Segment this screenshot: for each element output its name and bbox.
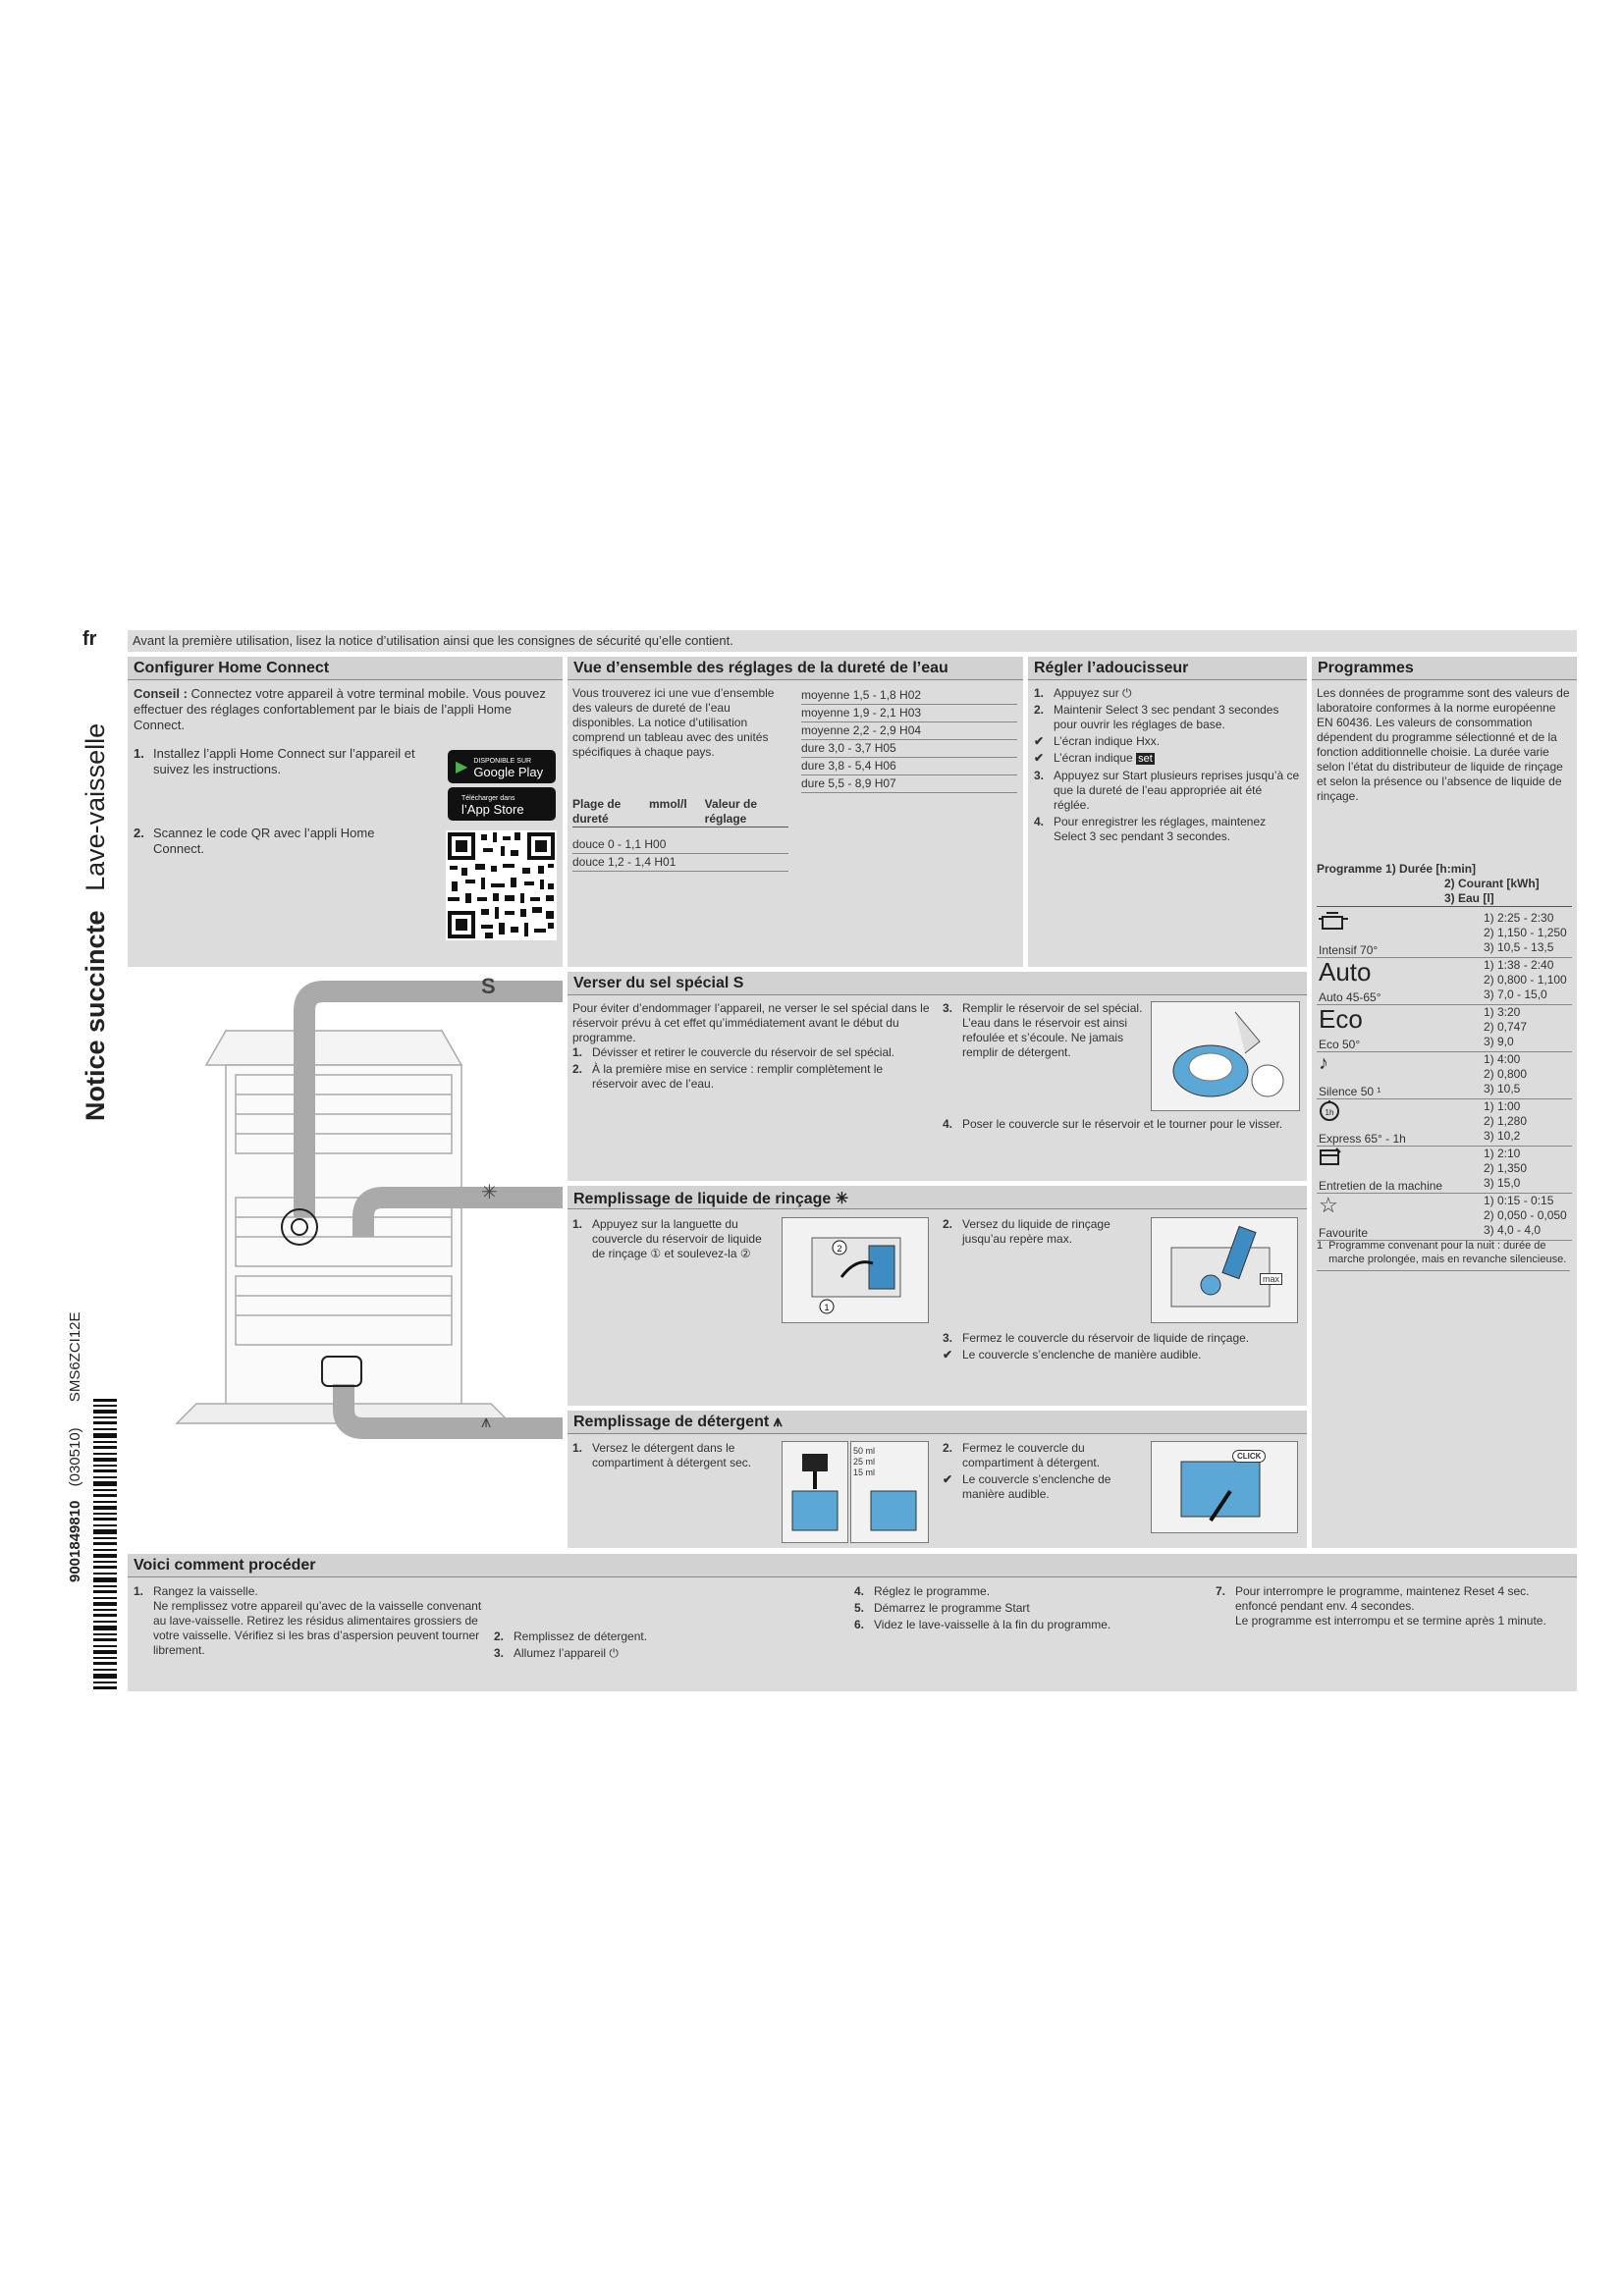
model-number: SMS6ZCI12E bbox=[67, 1311, 83, 1403]
ml-scale bbox=[853, 1446, 875, 1478]
play-icon: ▶ bbox=[456, 759, 468, 775]
energy: 2) 1,280 bbox=[1484, 1114, 1528, 1128]
svg-text:1: 1 bbox=[824, 1303, 830, 1312]
step-text: Appuyez sur bbox=[1054, 686, 1119, 700]
programmes-list bbox=[1317, 911, 1572, 1241]
hardness-table-left bbox=[572, 836, 788, 872]
step-text: Appuyez sur la languette du couvercle du réservoir de liquide de rinçage ① et soulevez-la ② bbox=[592, 1217, 762, 1260]
salt-text: Pour éviter d’endommager l’appareil, ne verser le sel spécial dans le réservoir prévu à cet effet qu’immédiatement avant le début du programme. 1. Dévisser et retirer le couvercle du réservoir de sel spécial. 2. À la première mise en service : remplir complètement le réservoir avec de l’eau. bbox=[572, 1001, 930, 1091]
table-row: dure 5,5 - 8,9 H07 bbox=[801, 775, 1017, 793]
duration: 1) 2:10 bbox=[1484, 1147, 1521, 1160]
hardness-table-right bbox=[801, 687, 1017, 793]
detergent-title bbox=[568, 1411, 1307, 1434]
col-unit: mmol/l bbox=[649, 797, 687, 811]
programme-eco[interactable] bbox=[1317, 1005, 1572, 1052]
google-play-badge[interactable] bbox=[448, 750, 556, 783]
eco-icon: Eco bbox=[1319, 1004, 1363, 1034]
energy: 2) 0,800 - 1,100 bbox=[1484, 973, 1567, 987]
detergent-powder-image bbox=[850, 1441, 929, 1543]
rinse-title bbox=[568, 1186, 1307, 1209]
step-text: Démarrez le programme Start bbox=[874, 1601, 1030, 1615]
home-connect-title: Configurer Home Connect bbox=[128, 657, 563, 680]
col-setting: Valeur de réglage bbox=[704, 797, 758, 826]
step-text: Videz le lave-vaisselle à la fin du programme. bbox=[874, 1618, 1111, 1631]
table-row: moyenne 1,5 - 1,8 H02 bbox=[801, 687, 1017, 705]
table-row: douce 1,2 - 1,4 H01 bbox=[572, 854, 788, 872]
intro-text: Pour éviter d’endommager l’appareil, ne verser le sel spécial dans le réservoir prévu à cet effet qu’immédiatement avant le début du programme. bbox=[572, 1001, 930, 1044]
programmes-footnote bbox=[1317, 1239, 1570, 1271]
step-text: Appuyez sur Start plusieurs reprises jusqu’à ce que la dureté de l’eau appropriée ait été réglée. bbox=[1054, 769, 1300, 812]
step-text: Remplir le réservoir de sel spécial. L’eau dans le réservoir est ainsi refoulée et s’écoule. Ne jamais remplir de détergent. bbox=[962, 1001, 1143, 1059]
water: 3) 9,0 bbox=[1484, 1035, 1514, 1048]
svg-text:1h: 1h bbox=[1325, 1108, 1334, 1117]
express-icon bbox=[1319, 1099, 1340, 1121]
table-row: moyenne 2,2 - 2,9 H04 bbox=[801, 722, 1017, 740]
check-text: L’écran indique Hxx. bbox=[1054, 734, 1161, 748]
badge-top-text: Télécharger dans bbox=[461, 795, 515, 802]
step-text: Installez l’appli Home Connect sur l’appareil et suivez les instructions. bbox=[153, 746, 415, 776]
detergent-step-1: 1. Versez le détergent dans le compartiment à détergent sec. bbox=[572, 1441, 769, 1470]
detergent-close-image bbox=[1151, 1441, 1298, 1533]
how-to-col-4: 7. Pour interrompre le programme, maintenez Reset 4 sec. enfoncé pendant env. 4 secondes. Le programme est interrompu et se termine après 1 minute. bbox=[1216, 1584, 1546, 1628]
rinse-step-3: 3. Fermez le couvercle du réservoir de liquide de rinçage. ✔ Le couvercle s’enclenche de manière audible. bbox=[943, 1331, 1250, 1362]
hardness-title: Vue d’ensemble des réglages de la dureté de l’eau bbox=[568, 657, 1023, 680]
code-number: 9001849810 bbox=[67, 1500, 83, 1582]
footnote-mark: 1 bbox=[1317, 1240, 1324, 1252]
check-text: Le couvercle s’enclenche de manière audible. bbox=[962, 1472, 1111, 1501]
programme-auto[interactable] bbox=[1317, 958, 1572, 1005]
duration: 1) 0:15 - 0:15 bbox=[1484, 1194, 1554, 1207]
step-text: Versez le détergent dans le compartiment à détergent sec. bbox=[592, 1441, 752, 1469]
programme-name: Favourite bbox=[1319, 1226, 1369, 1240]
programmes-text: Les données de programme sont des valeurs de laboratoire conformes à la norme européenne EN 60436. Les valeurs de consommation dépendent du programme sélectionné et de la fonction additionnelle choisie. La durée varie selon l’état du distributeur de liquide de rinçage et selon la présence ou l’absence de liquide de rinçage. bbox=[1317, 686, 1570, 803]
programme-name: Intensif 70° bbox=[1319, 943, 1379, 957]
check-text: L’écran indique bbox=[1054, 751, 1133, 765]
table-row: dure 3,8 - 5,4 H06 bbox=[801, 758, 1017, 775]
title-text: Remplissage de liquide de rinçage bbox=[573, 1191, 832, 1207]
energy: 2) 1,150 - 1,250 bbox=[1484, 926, 1567, 939]
programme-name: Eco 50° bbox=[1319, 1038, 1361, 1051]
salt-title bbox=[568, 972, 1307, 995]
footnote-text: Programme convenant pour la nuit : durée de marche prolongée, mais en revanche silencieuse. bbox=[1328, 1240, 1567, 1265]
title-text: Verser du sel spécial bbox=[573, 975, 730, 991]
step-text: Réglez le programme. bbox=[874, 1584, 991, 1598]
rinse-open-image bbox=[782, 1217, 929, 1323]
step-text: Maintenir Select 3 sec pendant 3 secondes pour ouvrir les réglages de base. bbox=[1054, 703, 1279, 731]
salt-step-3: 3. Remplir le réservoir de sel spécial. L’eau dans le réservoir est ainsi refoulée et s’écoule. Ne jamais remplir de détergent. bbox=[943, 1001, 1143, 1059]
water: 3) 4,0 - 4,0 bbox=[1484, 1223, 1542, 1237]
rinse-step-1: 1. Appuyez sur la languette du couvercle du réservoir de liquide de rinçage ① et soulevez-la ② bbox=[572, 1217, 769, 1261]
intro-text: Avant la première utilisation, lisez la notice d’utilisation ainsi que les consignes de sécurité qu’elle contient. bbox=[133, 633, 733, 648]
detergent-close-drawing bbox=[1152, 1442, 1297, 1532]
step-text: Pour enregistrer les réglages, maintenez Select 3 sec pendant 3 secondes. bbox=[1054, 815, 1267, 843]
how-to-title: Voici comment procéder bbox=[128, 1554, 1577, 1577]
badge-bottom-text: Google Play bbox=[473, 765, 544, 779]
detergent-icon: ⩚ bbox=[481, 1412, 492, 1431]
check-text: Le couvercle s’enclenche de manière audible. bbox=[962, 1348, 1202, 1362]
rinse-title-icon: ✳ bbox=[835, 1191, 849, 1207]
pot-icon bbox=[1319, 911, 1348, 933]
code-version: (030510) bbox=[67, 1427, 83, 1487]
title-text: Remplissage de détergent bbox=[573, 1414, 770, 1430]
duration: 1) 4:00 bbox=[1484, 1052, 1521, 1066]
step-text: Versez du liquide de rinçage jusqu’au repère max. bbox=[962, 1217, 1110, 1246]
duration: 1) 1:38 - 2:40 bbox=[1484, 958, 1554, 972]
step-text: Poser le couvercle sur le réservoir et le tourner pour le visser. bbox=[962, 1117, 1283, 1131]
rinse-fill-drawing bbox=[1152, 1218, 1297, 1322]
step-text: Fermez le couvercle du réservoir de liquide de rinçage. bbox=[962, 1331, 1250, 1345]
rinse-step-2: 2. Versez du liquide de rinçage jusqu’au repère max. bbox=[943, 1217, 1139, 1247]
max-label: max bbox=[1260, 1273, 1282, 1285]
programmes-title: Programmes bbox=[1312, 657, 1577, 680]
salt-fill-image bbox=[1151, 1001, 1300, 1111]
head-energy: 2) Courant [kWh] bbox=[1444, 877, 1540, 890]
water: 3) 10,5 - 13,5 bbox=[1484, 940, 1554, 954]
language-code: fr bbox=[82, 628, 97, 650]
energy: 2) 0,050 - 0,050 bbox=[1484, 1208, 1567, 1222]
programme-machine-care[interactable] bbox=[1317, 1147, 1572, 1194]
ml-mark: 25 ml bbox=[853, 1457, 876, 1467]
detergent-tab-image bbox=[782, 1441, 848, 1543]
water: 3) 10,2 bbox=[1484, 1129, 1521, 1143]
col-range: Plage de dureté bbox=[572, 797, 622, 826]
set-display: set bbox=[1138, 753, 1153, 765]
programme-name: Entretien de la machine bbox=[1319, 1179, 1443, 1193]
salt-icon: S bbox=[481, 974, 496, 998]
ml-mark: 50 ml bbox=[853, 1446, 876, 1456]
app-store-badge[interactable] bbox=[448, 787, 556, 821]
badge-top-text: DISPONIBLE SUR bbox=[473, 758, 532, 765]
step-detail: Le programme est interrompu et se termine après 1 minute. bbox=[1235, 1614, 1546, 1628]
table-row: dure 3,0 - 3,7 H05 bbox=[801, 740, 1017, 758]
power-icon: ⏻ bbox=[1122, 686, 1132, 700]
table-row: douce 0 - 1,1 H00 bbox=[572, 836, 788, 854]
qr-code[interactable] bbox=[446, 830, 557, 940]
softener-steps: 1. Appuyez sur ⏻ 2. Maintenir Select 3 sec pendant 3 secondes pour ouvrir les réglages de base. ✔ L’écran indique Hxx. ✔ L’écran indique set 3. Appuyez sur Start plusieurs reprises jusqu’à ce que la dureté de l’eau appropriée ait été réglée. 4. Pour enregistrer les réglages, maintenez Select 3 sec pendant 3 secondes. bbox=[1034, 686, 1300, 843]
silence-icon: ♪ bbox=[1319, 1052, 1328, 1074]
programme-name: Express 65° - 1h bbox=[1319, 1132, 1406, 1146]
tip-label: Conseil : bbox=[134, 686, 188, 701]
head-duration: Programme 1) Durée [h:min] bbox=[1317, 862, 1477, 876]
title-light: Lave-vaisselle bbox=[81, 722, 110, 891]
page-title bbox=[81, 723, 111, 1121]
home-connect-step-1: 1. Installez l’appli Home Connect sur l’appareil et suivez les instructions. bbox=[134, 746, 428, 777]
step-text: Pour interrompre le programme, maintenez Reset 4 sec. enfoncé pendant env. 4 secondes. bbox=[1235, 1584, 1530, 1613]
programme-favourite[interactable] bbox=[1317, 1194, 1572, 1241]
barcode bbox=[93, 1399, 117, 1691]
step-text: À la première mise en service : remplir complètement le réservoir avec de l’eau. bbox=[592, 1062, 884, 1091]
how-to-col-3: 4. Réglez le programme. 5. Démarrez le programme Start 6. Videz le lave-vaisselle à la fin du programme. bbox=[854, 1584, 1111, 1631]
water: 3) 10,5 bbox=[1484, 1082, 1521, 1095]
tip-text: Connectez votre appareil à votre terminal mobile. Vous pouvez effectuer des réglages confortablement par le biais de l’appli Home Connect. bbox=[134, 686, 546, 732]
document-code bbox=[67, 1311, 83, 1582]
energy: 2) 1,350 bbox=[1484, 1161, 1528, 1175]
click-label: CLICK bbox=[1232, 1450, 1266, 1463]
programme-silence[interactable] bbox=[1317, 1052, 1572, 1099]
dishwasher-illustration bbox=[128, 972, 563, 1440]
rinse-fill-image bbox=[1151, 1217, 1298, 1323]
programme-express[interactable] bbox=[1317, 1099, 1572, 1147]
star-icon: ☆ bbox=[1319, 1193, 1338, 1217]
step-text: Allumez l’appareil bbox=[514, 1646, 607, 1660]
detergent-title-icon: ⩚ bbox=[773, 1414, 783, 1430]
softener-title: Régler l’adoucisseur bbox=[1028, 657, 1307, 680]
step-text: Fermez le couvercle du compartiment à détergent. bbox=[962, 1441, 1101, 1469]
programmes-table-header bbox=[1317, 862, 1572, 907]
salt-title-icon: S bbox=[732, 975, 744, 991]
programme-name: Auto 45-65° bbox=[1319, 990, 1381, 1004]
energy: 2) 0,800 bbox=[1484, 1067, 1528, 1081]
title-bold: Notice succincte bbox=[81, 910, 110, 1121]
step-text: Scannez le code QR avec l’appli Home Connect. bbox=[153, 826, 375, 856]
power-icon: ⏻ bbox=[609, 1646, 619, 1660]
water: 3) 7,0 - 15,0 bbox=[1484, 988, 1547, 1001]
rinse-aid-icon: ✳ bbox=[481, 1182, 498, 1203]
machine-care-icon bbox=[1319, 1147, 1342, 1166]
head-water: 3) Eau [l] bbox=[1444, 891, 1494, 905]
badge-bottom-text: l’App Store bbox=[461, 802, 524, 817]
intro-bar bbox=[128, 630, 1577, 652]
step-text: Remplissez de détergent. bbox=[514, 1629, 648, 1643]
auto-icon: Auto bbox=[1319, 957, 1372, 987]
table-row: moyenne 1,9 - 2,1 H03 bbox=[801, 705, 1017, 722]
water: 3) 15,0 bbox=[1484, 1176, 1521, 1190]
home-connect-step-2: 2. Scannez le code QR avec l’appli Home Connect. bbox=[134, 826, 428, 857]
step-text: Dévisser et retirer le couvercle du réservoir de sel spécial. bbox=[592, 1045, 895, 1059]
ml-mark: 15 ml bbox=[853, 1468, 876, 1477]
salt-step-4: 4. Poser le couvercle sur le réservoir et le tourner pour le visser. bbox=[943, 1117, 1283, 1131]
duration: 1) 2:25 - 2:30 bbox=[1484, 911, 1554, 925]
programme-name: Silence 50 ¹ bbox=[1319, 1085, 1381, 1098]
programme-intensive[interactable] bbox=[1317, 911, 1572, 958]
hardness-table-header bbox=[572, 797, 788, 828]
home-connect-tip bbox=[134, 686, 556, 733]
how-to-col-1: 1. Rangez la vaisselle. Ne remplissez votre appareil qu’avec de la vaisselle convenant au lave-vaisselle. Retirez les résidus alimentaires grossiers de votre vaisselle. Vérifiez si les bras d’aspersion peuvent tourner librement. bbox=[134, 1584, 482, 1657]
step-text: Rangez la vaisselle. bbox=[153, 1584, 258, 1598]
svg-text:2: 2 bbox=[837, 1244, 842, 1254]
step-detail: Ne remplissez votre appareil qu’avec de la vaisselle convenant au lave-vaisselle. Retirez les résidus alimentaires grossiers de votre vaisselle. Vérifiez si les bras d’aspersion peuvent tourner librement. bbox=[153, 1599, 482, 1657]
hardness-text: Vous trouverez ici une vue d’ensemble des valeurs de dureté de l’eau disponibles. La notice d’utilisation comprend un tableau avec des unités spécifiques à chaque pays. bbox=[572, 686, 775, 759]
how-to-col-2: 2. Remplissez de détergent. 3. Allumez l’appareil ⏻ bbox=[494, 1629, 648, 1660]
duration: 1) 1:00 bbox=[1484, 1099, 1521, 1113]
detergent-step-2: 2. Fermez le couvercle du compartiment à détergent. ✔ Le couvercle s’enclenche de manière audible. bbox=[943, 1441, 1144, 1504]
duration: 1) 3:20 bbox=[1484, 1005, 1521, 1019]
energy: 2) 0,747 bbox=[1484, 1020, 1528, 1034]
